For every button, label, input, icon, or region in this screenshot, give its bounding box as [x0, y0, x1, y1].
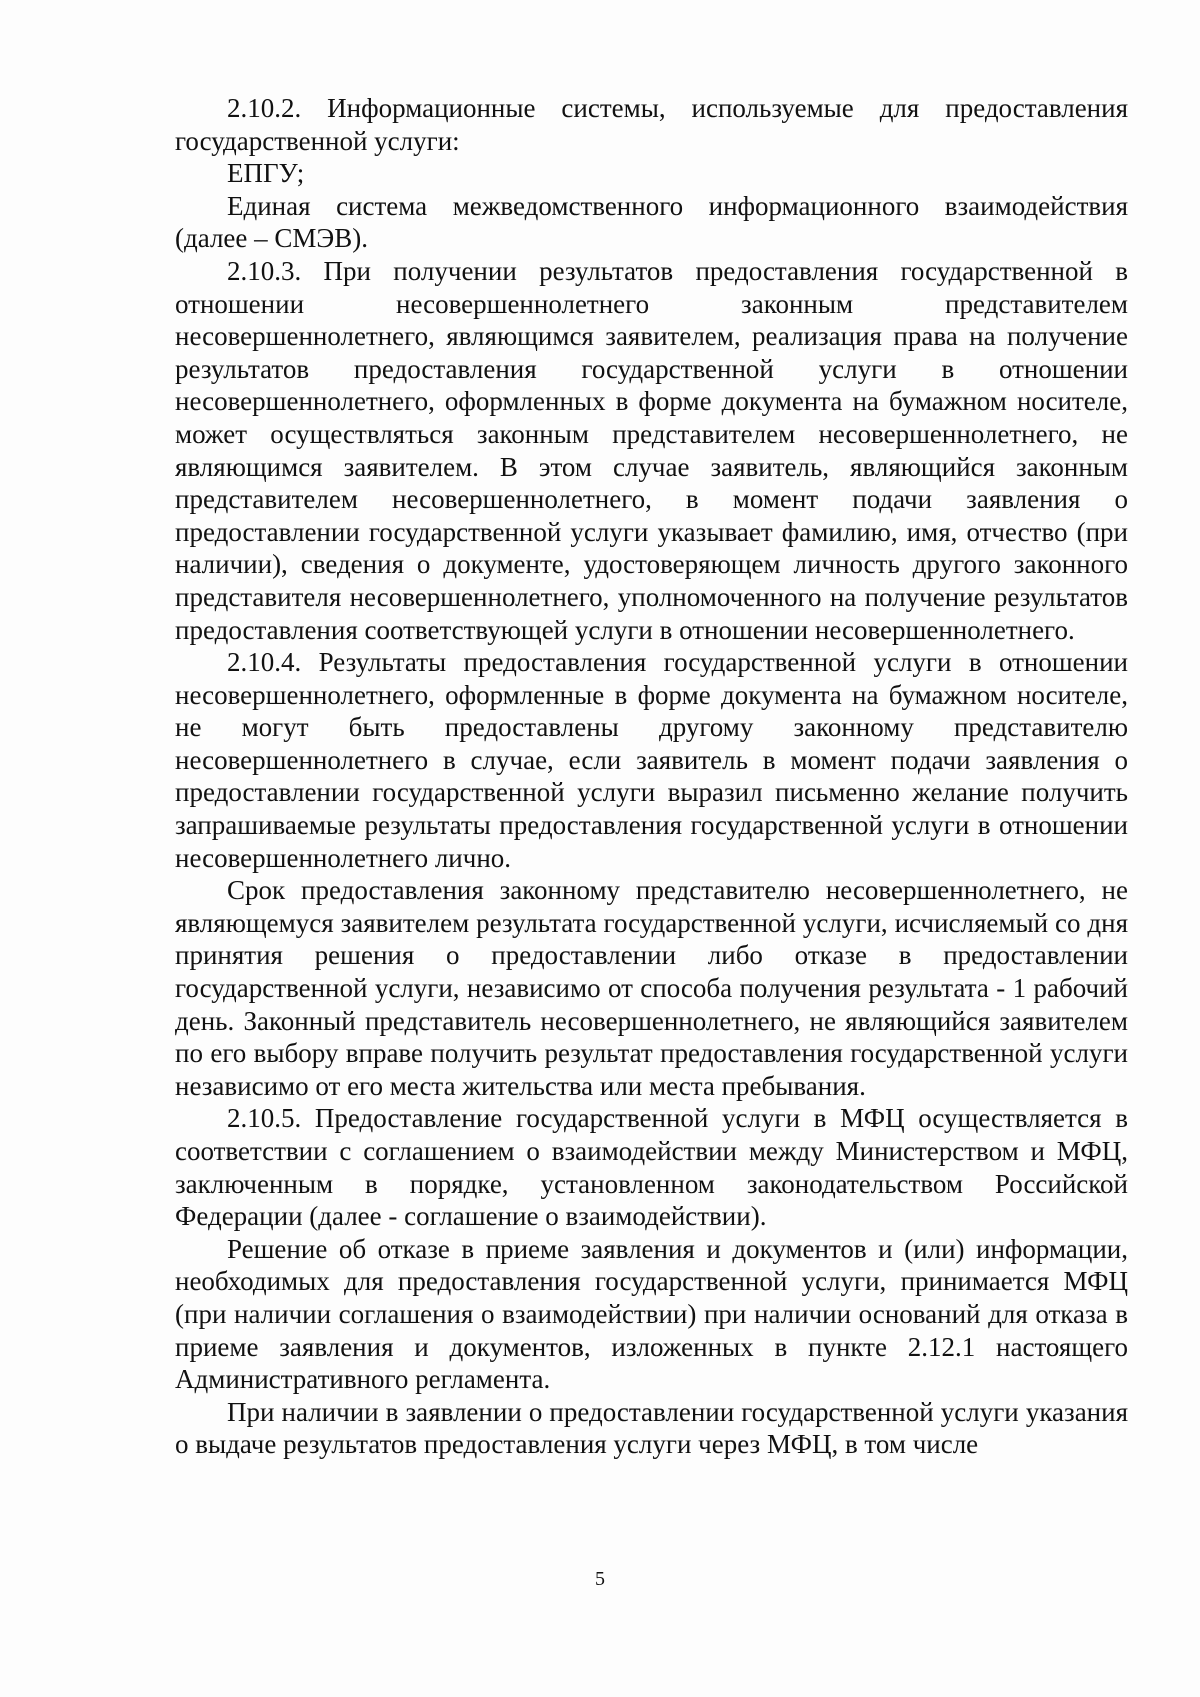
paragraph-smev: Единая система межведомственного информационного взаимодействия (далее – СМЭВ).	[175, 190, 1128, 254]
document-body	[175, 92, 1128, 1461]
paragraph-epgu: ЕПГУ;	[227, 158, 305, 189]
paragraph-2-10-5: 2.10.5. Предоставление государственной услуги в МФЦ осуществляется в соответствии с соглашением о взаимодействии между Министерством и МФЦ, заключенным в порядке, установленном законодательством Российской Федерации (далее - соглашение о взаимодействии).	[175, 1103, 1128, 1232]
paragraph-2-10-4: 2.10.4. Результаты предоставления государственной услуги в отношении несовершеннолетнего, оформленные в форме документа на бумажном носителе, не могут быть предоставлены другому законному представителю несовершеннолетнего в случае, если заявитель в момент подачи заявления о предоставлении государственной услуги выразил письменно желание получить запрашиваемые результаты предоставления государственной услуги в отношении несовершеннолетнего лично.	[175, 647, 1128, 873]
paragraph-term: Срок предоставления законному представителю несовершеннолетнего, не являющемуся заявителем результата государственной услуги, исчисляемый со дня принятия решения о предоставлении либо отказе в предоставлении государственной услуги, независимо от способа получения результата - 1 рабочий день. Законный представитель несовершеннолетнего, не являющийся заявителем по его выбору вправе получить результат предоставления государственной услуги независимо от его места жительства или места пребывания.	[175, 875, 1128, 1101]
paragraph-2-10-2: 2.10.2. Информационные системы, используемые для предоставления государственной услуги:	[175, 93, 1128, 156]
paragraph-refusal: Решение об отказе в приеме заявления и документов и (или) информации, необходимых для предоставления государственной услуги, принимается МФЦ (при наличии соглашения о взаимодействии) при наличии оснований для отказа в приеме заявления и документов, изложенных в пункте 2.12.1 настоящего Административного регламента.	[175, 1233, 1128, 1395]
paragraph-mfc-issuance: При наличии в заявлении о предоставлении государственной услуги указания о выдаче результатов предоставления услуги через МФЦ, в том числе	[175, 1396, 1128, 1460]
paragraph-2-10-3: 2.10.3. При получении результатов предоставления государственной в отношении несовершеннолетнего законным представителем несовершеннолетнего, являющимся заявителем, реализация права на получение результатов предоставления государственной услуги в отношении несовершеннолетнего, оформленных в форме документа на бумажном носителе, может осуществляться законным представителем несовершеннолетнего, не являющимся заявителем. В этом случае заявитель, являющийся законным представителем несовершеннолетнего, в момент подачи заявления о предоставлении государственной услуги указывает фамилию, имя, отчество (при наличии), сведения о документе, удостоверяющем личность другого законного представителя несовершеннолетнего, уполномоченного на получение результатов предоставления соответствующей услуги в отношении несовершеннолетнего.	[175, 255, 1128, 645]
page-number: 5	[595, 1568, 605, 1590]
